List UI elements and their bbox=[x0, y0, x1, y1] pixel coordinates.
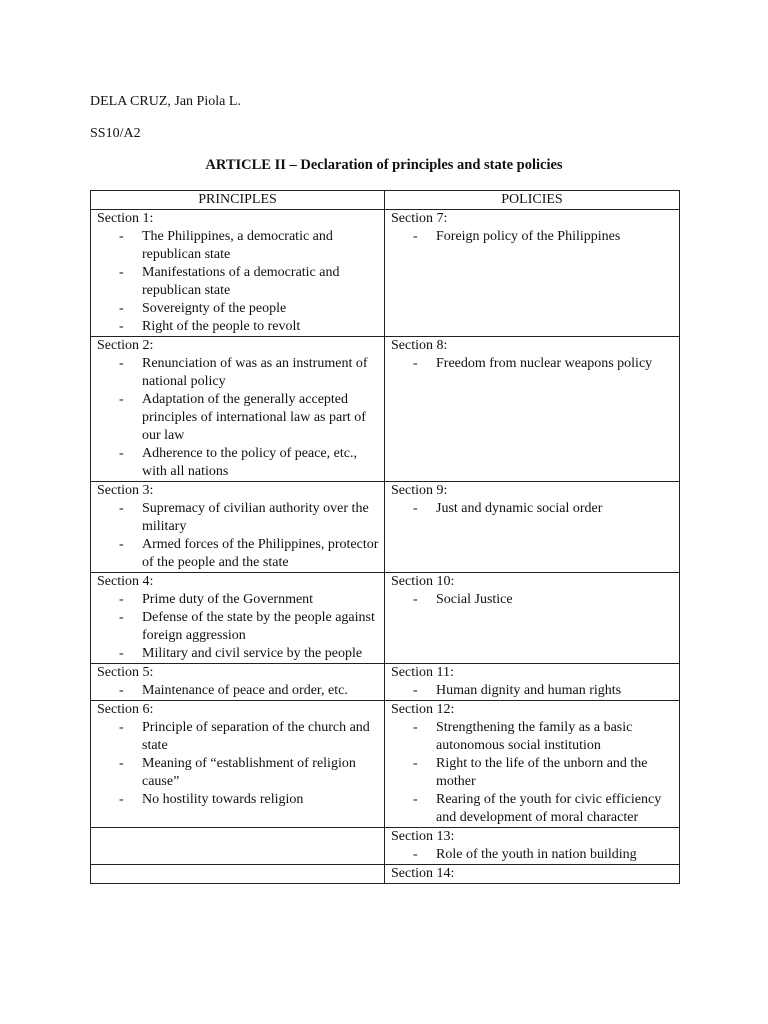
section-item: - Renunciation of was as an instrument of national policy bbox=[97, 355, 380, 391]
table-row bbox=[91, 337, 680, 482]
section-item-list bbox=[97, 682, 380, 700]
document-title: ARTICLE II – Declaration of principles and state policies bbox=[205, 157, 563, 173]
student-name: DELA CRUZ, Jan Piola L. bbox=[90, 94, 241, 109]
table-row bbox=[91, 865, 680, 884]
section-item: - Right to the life of the unborn and the mother bbox=[391, 755, 675, 791]
section-item-list bbox=[391, 355, 675, 373]
section-item: - Role of the youth in nation building bbox=[391, 846, 675, 864]
principle-cell bbox=[91, 828, 385, 865]
section-heading: Section 4: bbox=[97, 574, 154, 589]
section-item: - Adherence to the policy of peace, etc., with all nations bbox=[97, 445, 380, 481]
column-header-principles: PRINCIPLES bbox=[91, 191, 385, 210]
principle-cell bbox=[91, 210, 385, 337]
policy-cell bbox=[385, 701, 680, 828]
section-heading: Section 12: bbox=[391, 702, 455, 717]
section-item: - Maintenance of peace and order, etc. bbox=[97, 682, 380, 700]
table-row bbox=[91, 573, 680, 664]
policy-cell bbox=[385, 482, 680, 573]
section-item: - Prime duty of the Government bbox=[97, 591, 380, 609]
table-row bbox=[91, 210, 680, 337]
section-heading: Section 11: bbox=[391, 665, 454, 680]
section-heading: Section 8: bbox=[391, 338, 448, 353]
section-item: - Meaning of “establishment of religion cause” bbox=[97, 755, 380, 791]
section-item-list bbox=[391, 719, 675, 827]
section-item: - Principle of separation of the church and state bbox=[97, 719, 380, 755]
section-item: - Adaptation of the generally accepted principles of international law as part of our law bbox=[97, 391, 380, 445]
class-code: SS10/A2 bbox=[90, 126, 141, 141]
policy-cell bbox=[385, 210, 680, 337]
section-heading: Section 13: bbox=[391, 829, 455, 844]
principle-cell bbox=[91, 664, 385, 701]
section-item-list bbox=[391, 500, 675, 518]
policy-cell bbox=[385, 828, 680, 865]
principle-cell bbox=[91, 337, 385, 482]
principle-cell bbox=[91, 701, 385, 828]
section-item: - Military and civil service by the people bbox=[97, 645, 380, 663]
section-item-list bbox=[97, 719, 380, 809]
section-heading: Section 10: bbox=[391, 574, 455, 589]
section-item: - Supremacy of civilian authority over the military bbox=[97, 500, 380, 536]
section-item: - Armed forces of the Philippines, protector of the people and the state bbox=[97, 536, 380, 572]
section-item: - Human dignity and human rights bbox=[391, 682, 675, 700]
section-item-list bbox=[391, 591, 675, 609]
column-header-policies: POLICIES bbox=[385, 191, 680, 210]
table-body bbox=[91, 210, 680, 884]
section-item: - The Philippines, a democratic and republican state bbox=[97, 228, 380, 264]
section-item: - Manifestations of a democratic and republican state bbox=[97, 264, 380, 300]
principles-policies-table bbox=[90, 190, 680, 884]
section-item-list bbox=[391, 846, 675, 864]
table-row bbox=[91, 828, 680, 865]
section-heading: Section 2: bbox=[97, 338, 154, 353]
table-row bbox=[91, 701, 680, 828]
section-item-list bbox=[97, 355, 380, 481]
table-row bbox=[91, 482, 680, 573]
section-heading: Section 7: bbox=[391, 211, 448, 226]
section-item-list bbox=[391, 682, 675, 700]
section-item: - Defense of the state by the people against foreign aggression bbox=[97, 609, 380, 645]
section-item: - Foreign policy of the Philippines bbox=[391, 228, 675, 246]
policy-cell bbox=[385, 573, 680, 664]
section-item: - No hostility towards religion bbox=[97, 791, 380, 809]
section-item: - Freedom from nuclear weapons policy bbox=[391, 355, 675, 373]
section-heading: Section 3: bbox=[97, 483, 154, 498]
section-item: - Right of the people to revolt bbox=[97, 318, 380, 336]
principle-cell bbox=[91, 865, 385, 884]
policy-cell bbox=[385, 865, 680, 884]
principle-cell bbox=[91, 482, 385, 573]
section-item: - Rearing of the youth for civic efficiency and development of moral character bbox=[391, 791, 675, 827]
table-row bbox=[91, 664, 680, 701]
section-item-list bbox=[97, 591, 380, 663]
section-item-list bbox=[97, 228, 380, 336]
section-item: - Social Justice bbox=[391, 591, 675, 609]
section-heading: Section 1: bbox=[97, 211, 154, 226]
section-item: - Just and dynamic social order bbox=[391, 500, 675, 518]
policy-cell bbox=[385, 337, 680, 482]
section-heading: Section 5: bbox=[97, 665, 154, 680]
section-heading: Section 6: bbox=[97, 702, 154, 717]
principle-cell bbox=[91, 573, 385, 664]
section-heading: Section 9: bbox=[391, 483, 448, 498]
section-item-list bbox=[97, 500, 380, 572]
policy-cell bbox=[385, 664, 680, 701]
section-item: - Strengthening the family as a basic autonomous social institution bbox=[391, 719, 675, 755]
section-item-list bbox=[391, 228, 675, 246]
table-header-row bbox=[91, 191, 680, 210]
section-item: - Sovereignty of the people bbox=[97, 300, 380, 318]
section-heading: Section 14: bbox=[391, 866, 455, 881]
